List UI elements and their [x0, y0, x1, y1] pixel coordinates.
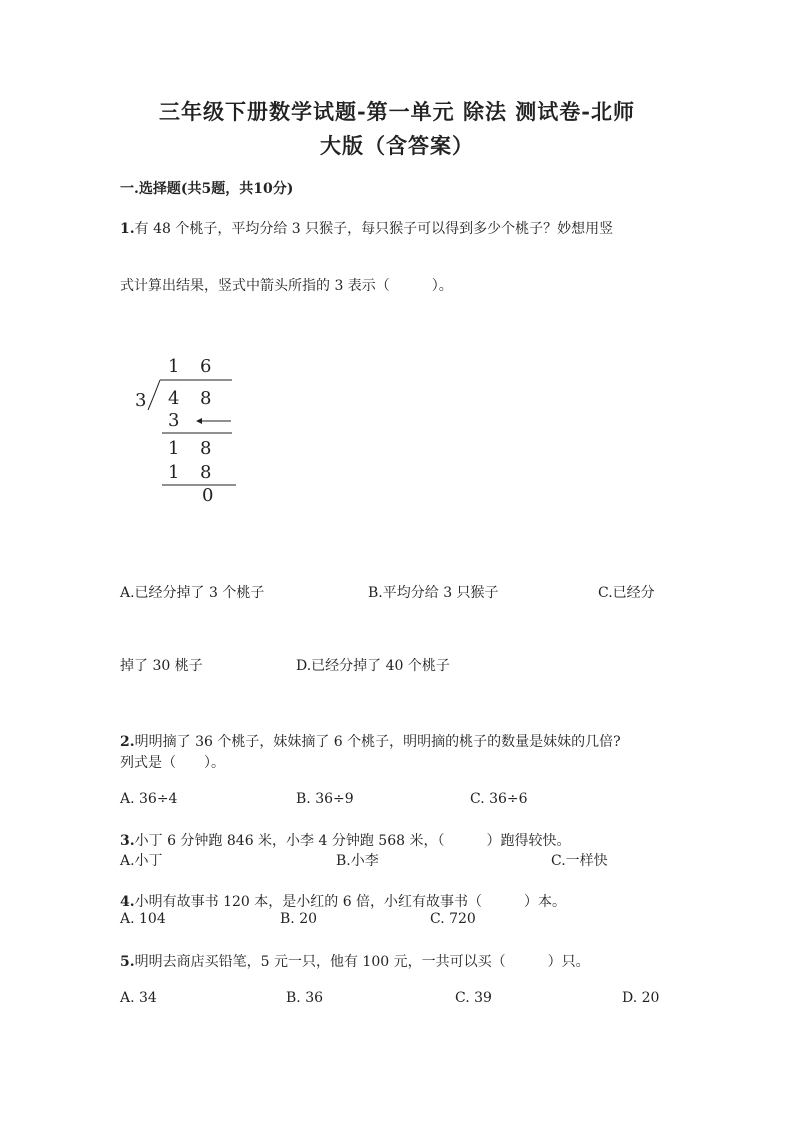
- question-5-text: 明明去商店买铅笔，5 元一只，他有 100 元，一共可以买（ ）只。: [134, 954, 590, 970]
- question-1-text: 有 48 个桃子，平均分给 3 只猴子，每只猴子可以得到多少个桃子？妙想用竖: [134, 221, 614, 237]
- q2-option-a[interactable]: A. 36÷4: [120, 791, 178, 807]
- divisor: 3: [135, 390, 147, 411]
- q1-option-d[interactable]: D.已经分掉了 40 个桃子: [296, 658, 450, 674]
- q4-option-a[interactable]: A. 104: [120, 911, 166, 927]
- question-4-text: 小明有故事书 120 本，是小红的 6 倍，小红有故事书（ ）本。: [134, 894, 567, 910]
- dividend-digit-2: 8: [200, 388, 212, 409]
- question-5-line1: [120, 951, 590, 971]
- q3-option-a[interactable]: A.小丁: [120, 853, 163, 869]
- step1-digit: 3: [168, 410, 180, 431]
- section-heading: 一.选择题(共5题，共10分): [120, 181, 294, 197]
- q5-option-b[interactable]: B. 36: [286, 990, 324, 1006]
- question-4-number: 4.: [120, 894, 135, 910]
- q3-option-b[interactable]: B.小李: [336, 853, 379, 869]
- question-2-text: 明明摘了 36 个桃子，妹妹摘了 6 个桃子，明明摘的桃子的数量是妹妹的几倍?: [134, 734, 621, 750]
- q4-option-c[interactable]: C. 720: [430, 911, 476, 927]
- q1-option-c-continued[interactable]: 掉了 30 桃子: [120, 658, 203, 674]
- q1-option-c[interactable]: C.已经分: [598, 585, 655, 601]
- q2-option-c[interactable]: C. 36÷6: [470, 791, 528, 807]
- q5-option-c[interactable]: C. 39: [455, 990, 492, 1006]
- question-2-line1: [120, 731, 621, 751]
- question-1-number: 1.: [120, 221, 135, 237]
- q2-option-b[interactable]: B. 36÷9: [296, 791, 354, 807]
- quotient-digit-1: 1: [168, 356, 180, 377]
- arrow-left-icon: [196, 418, 202, 424]
- remainder1-digit-1: 1: [168, 438, 180, 459]
- question-1-line1: [120, 218, 613, 238]
- page-title: 三年级下册数学试题-第一单元 除法 测试卷-北师: [158, 99, 636, 124]
- page-title-line2: 大版（含答案）: [320, 133, 474, 158]
- q5-option-d[interactable]: D. 20: [622, 990, 660, 1006]
- dividend-digit-1: 4: [168, 388, 180, 409]
- question-3-number: 3.: [120, 833, 135, 849]
- question-2-number: 2.: [120, 734, 135, 750]
- q5-option-a[interactable]: A. 34: [120, 990, 157, 1006]
- question-4-line1: [120, 891, 566, 911]
- remainder1-digit-2: 8: [200, 438, 212, 459]
- question-1-line2: 式计算出结果，竖式中箭头所指的 3 表示（ ）。: [120, 278, 453, 294]
- division-bracket: [148, 380, 160, 410]
- question-5-number: 5.: [120, 954, 135, 970]
- question-3-line1: [120, 830, 570, 850]
- q1-option-a[interactable]: A.已经分掉了 3 个桃子: [120, 585, 265, 601]
- q3-option-c[interactable]: C.一样快: [551, 853, 608, 869]
- step2-digit-2: 8: [200, 462, 212, 483]
- q4-option-b[interactable]: B. 20: [280, 911, 318, 927]
- long-division-figure: [130, 350, 260, 510]
- q1-option-b[interactable]: B.平均分给 3 只猴子: [368, 585, 499, 601]
- quotient-digit-2: 6: [200, 356, 212, 377]
- result-digit: 0: [202, 485, 214, 506]
- question-2-line2: 列式是（ ）。: [120, 755, 225, 771]
- step2-digit-1: 1: [168, 462, 180, 483]
- question-3-text: 小丁 6 分钟跑 846 米，小李 4 分钟跑 568 米，（ ）跑得较快。: [134, 833, 571, 849]
